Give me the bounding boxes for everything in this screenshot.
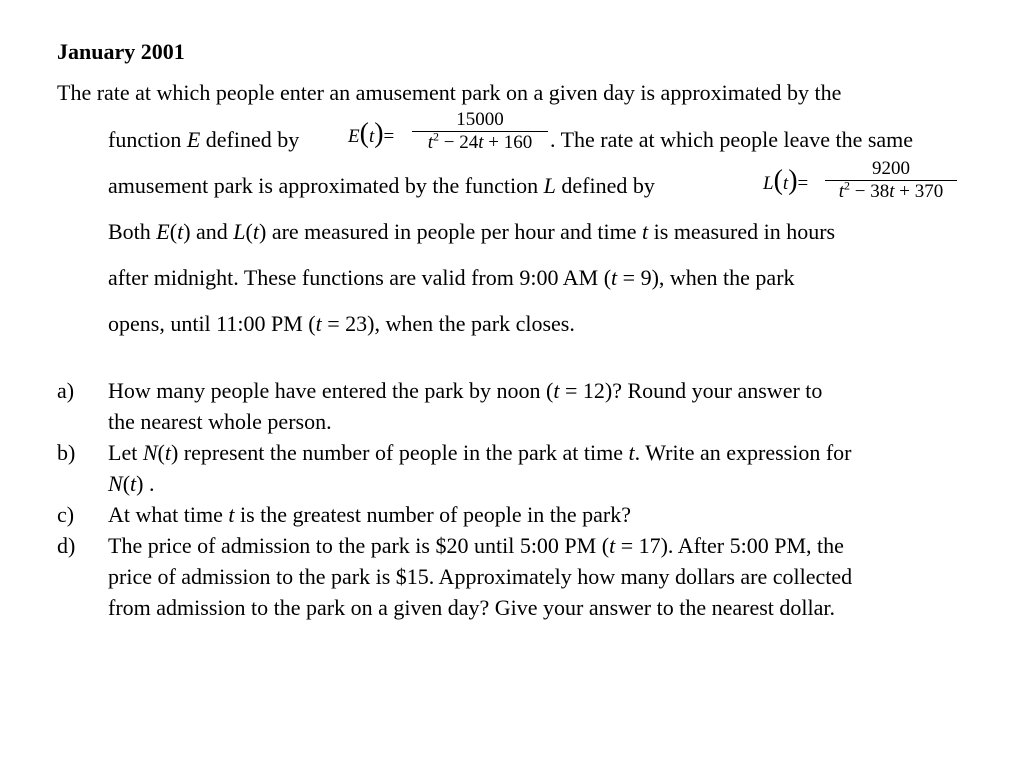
den-var: t (427, 132, 434, 153)
den-term: + 370 (894, 181, 944, 202)
question-b-line-1 (108, 440, 851, 466)
q-text: = 17). After 5:00 PM, the (615, 533, 844, 558)
den-var: t (478, 132, 484, 153)
intro-var: t (177, 219, 184, 244)
intro-var: L (233, 219, 246, 244)
intro-text: defined by (200, 127, 300, 152)
intro-line-2 (108, 127, 299, 153)
formula-fn: E (348, 126, 360, 147)
question-a-label: a) (57, 378, 75, 403)
den-var: t (838, 181, 845, 202)
formula-eq: = (383, 126, 395, 147)
den-term: − 38 (850, 181, 890, 202)
formula-paren: ( (359, 118, 369, 149)
formula-L-fraction (825, 158, 957, 203)
formula-numerator: 9200 (872, 158, 910, 179)
formula-paren: ) (788, 165, 798, 196)
intro-text: is measured in hours (648, 219, 836, 244)
formula-E-lhs (348, 118, 395, 149)
q-var: N (142, 440, 158, 465)
intro-text: = 9), when the park (617, 265, 795, 290)
formula-denominator (412, 129, 548, 154)
q-var: t (628, 440, 635, 465)
intro-line-1: The rate at which people enter an amusement park on a given day is approximated by the (57, 80, 842, 105)
formula-numerator: 15000 (456, 109, 504, 130)
intro-text: defined by (555, 173, 655, 198)
q-text: = 12)? Round your answer to (559, 378, 823, 403)
formula-var: t (368, 126, 375, 147)
question-b-label: b) (57, 440, 76, 465)
question-a-line-2: the nearest whole person. (108, 409, 332, 434)
question-b-line-2 (108, 471, 154, 497)
intro-text: opens, until 11:00 PM ( (108, 311, 316, 336)
q-text: . Write an expression for (634, 440, 852, 465)
formula-denominator (825, 178, 957, 203)
intro-line-6 (108, 311, 575, 337)
formula-eq: = (797, 173, 809, 194)
question-c-label: c) (57, 502, 75, 527)
intro-line-4 (108, 219, 835, 245)
intro-line-5 (108, 265, 795, 291)
q-text: How many people have entered the park by noon ( (108, 378, 554, 403)
intro-text: ) and (183, 219, 234, 244)
q-var: t (164, 440, 171, 465)
q-var: N (108, 471, 123, 496)
formula-fn: L (763, 173, 774, 194)
q-text: Let (108, 440, 143, 465)
intro-text: = 23), when the park closes. (321, 311, 575, 336)
formula-var: t (782, 173, 789, 194)
page-title: January 2001 (57, 39, 185, 64)
intro-var: E (156, 219, 170, 244)
formula-L-lhs (763, 165, 809, 196)
den-exp: 2 (433, 129, 440, 144)
q-text: The price of admission to the park is $20 until 5:00 PM ( (108, 533, 610, 558)
intro-var: t (642, 219, 649, 244)
question-d-line-2: price of admission to the park is $15. Approximately how many dollars are collected (108, 564, 853, 589)
intro-text: ( (169, 219, 178, 244)
intro-line-3 (108, 173, 655, 199)
question-a-line-1 (108, 378, 822, 404)
q-text: At what time (108, 502, 229, 527)
den-var: t (889, 181, 895, 202)
question-d-line-3: from admission to the park on a given day? Give your answer to the nearest dollar. (108, 595, 836, 620)
intro-line-2-post: . The rate at which people leave the same (550, 127, 914, 152)
intro-var: t (611, 265, 618, 290)
question-d-label: d) (57, 533, 76, 558)
q-var: t (553, 378, 560, 403)
intro-text: after midnight. These functions are valid from 9:00 AM ( (108, 265, 612, 290)
intro-var: t (315, 311, 322, 336)
intro-text: amusement park is approximated by the function (108, 173, 544, 198)
q-var: t (609, 533, 616, 558)
intro-text: ) are measured in people per hour and time (259, 219, 643, 244)
den-term: − 24 (439, 132, 479, 153)
question-c-line-1 (108, 502, 631, 528)
q-text: ) represent the number of people in the park at time (170, 440, 629, 465)
den-term: + 160 (483, 132, 533, 153)
q-text: ) . (136, 471, 155, 496)
formula-paren: ( (773, 165, 783, 196)
formula-paren: ) (374, 118, 384, 149)
intro-text: function (108, 127, 187, 152)
q-var: t (130, 471, 137, 496)
q-text: is the greatest number of people in the park? (234, 502, 631, 527)
q-text: ( (157, 440, 165, 465)
question-d-line-1 (108, 533, 844, 559)
intro-var: t (252, 219, 259, 244)
intro-text: Both (108, 219, 157, 244)
den-exp: 2 (844, 178, 851, 193)
intro-var-L: L (543, 173, 556, 198)
q-text: ( (122, 471, 131, 496)
intro-text: ( (245, 219, 253, 244)
formula-E-fraction (412, 109, 548, 154)
intro-var-E: E (186, 127, 201, 152)
q-var: t (228, 502, 235, 527)
